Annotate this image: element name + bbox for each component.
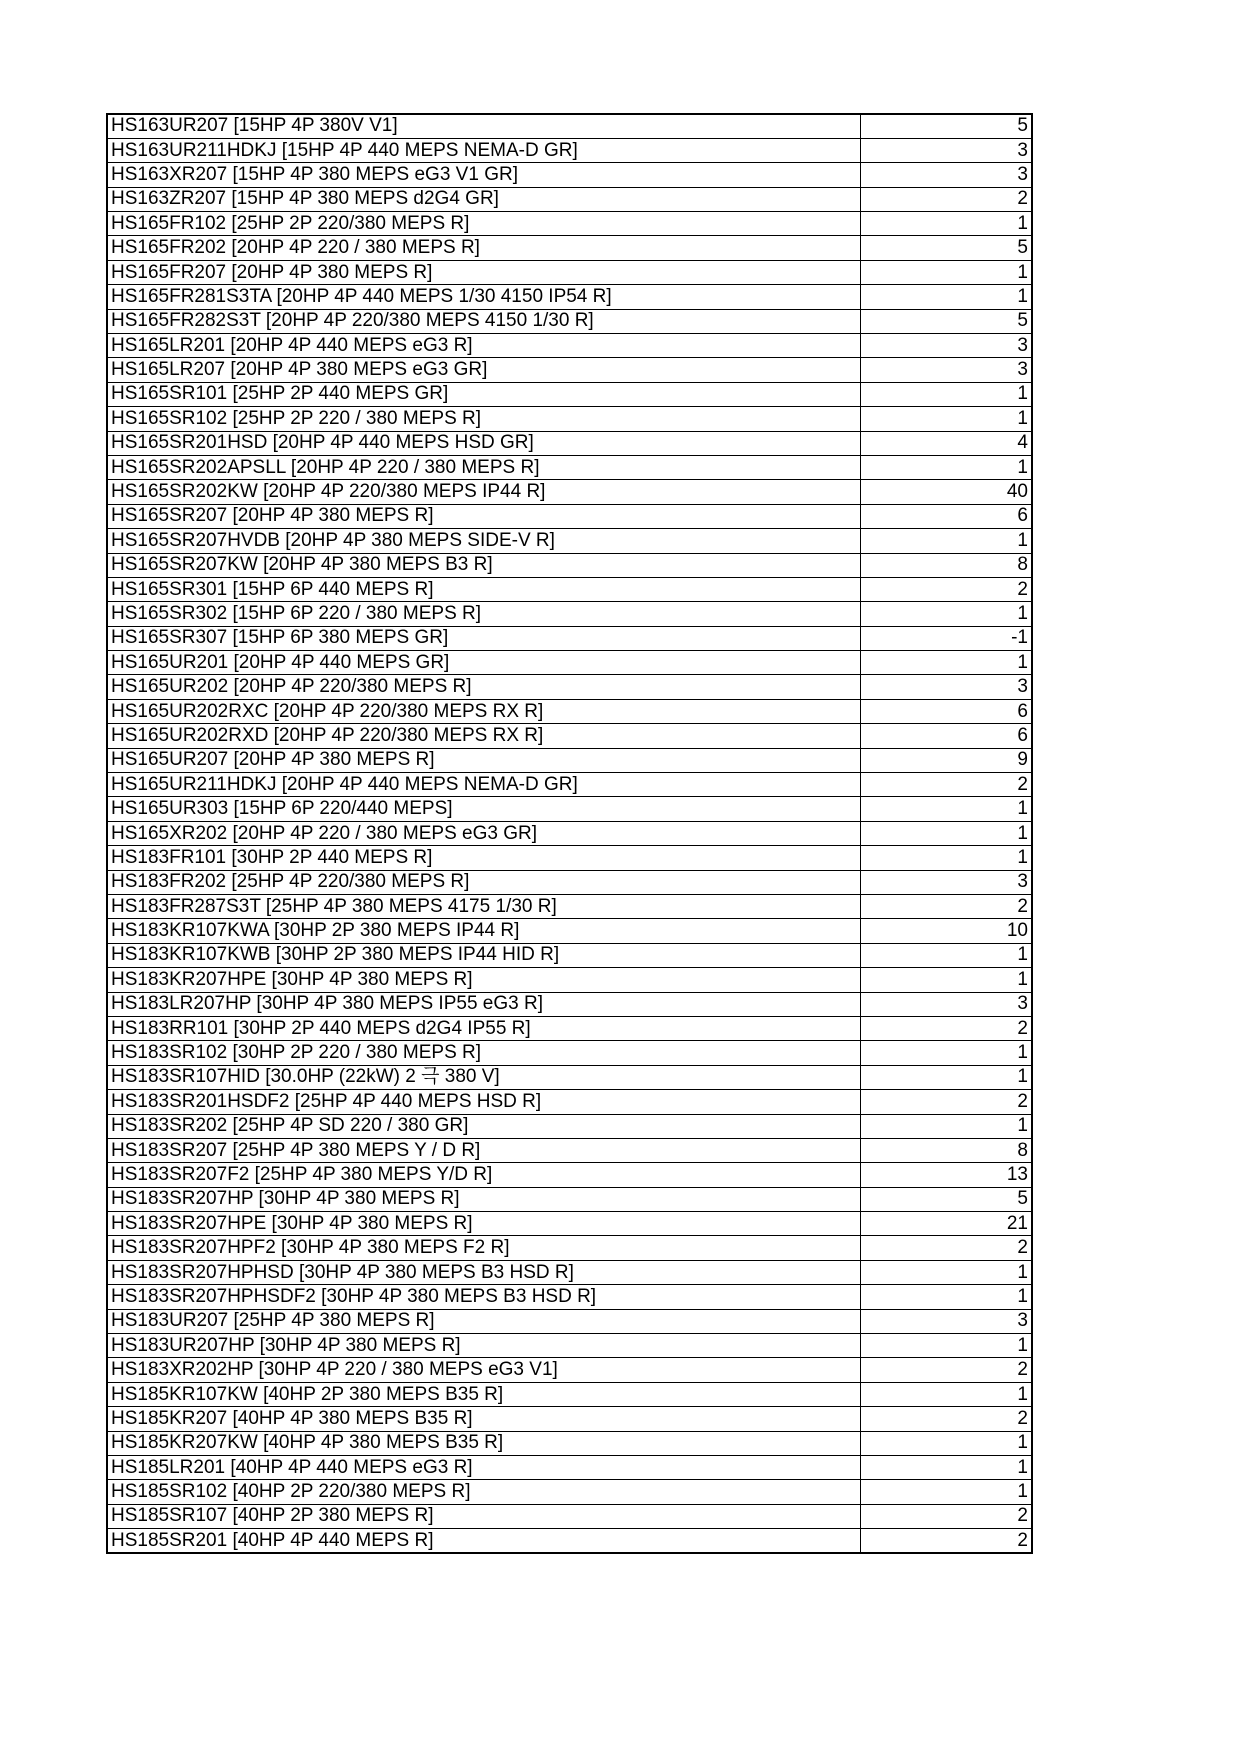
table-row [107,1407,1032,1431]
quantity-cell: 1 [860,1041,1032,1065]
quantity-cell: -1 [860,626,1032,650]
item-description-cell: HS185KR207 [40HP 4P 380 MEPS B35 R] [107,1407,860,1431]
table-row [107,1309,1032,1333]
table-row [107,163,1032,187]
quantity-cell: 3 [860,870,1032,894]
quantity-cell: 1 [860,1285,1032,1309]
table-row [107,1260,1032,1284]
item-description-cell: HS165UR303 [15HP 6P 220/440 MEPS] [107,797,860,821]
item-description-cell: HS163UR211HDKJ [15HP 4P 440 MEPS NEMA-D GR] [107,138,860,162]
quantity-cell: 2 [860,1529,1032,1553]
quantity-cell: 5 [860,236,1032,260]
table-row [107,1334,1032,1358]
quantity-cell: 1 [860,602,1032,626]
table-row [107,1212,1032,1236]
table-row [107,1138,1032,1162]
table-row [107,699,1032,723]
item-description-cell: HS183SR201HSDF2 [25HP 4P 440 MEPS HSD R] [107,1090,860,1114]
item-description-cell: HS183SR207HPHSD [30HP 4P 380 MEPS B3 HSD R] [107,1260,860,1284]
quantity-cell: 6 [860,504,1032,528]
table-row [107,382,1032,406]
quantity-cell: 2 [860,1236,1032,1260]
quantity-cell: 3 [860,163,1032,187]
table-row [107,407,1032,431]
item-description-cell: HS165SR202KW [20HP 4P 220/380 MEPS IP44 R] [107,480,860,504]
quantity-cell: 3 [860,1309,1032,1333]
quantity-cell: 1 [860,285,1032,309]
item-description-cell: HS165UR202 [20HP 4P 220/380 MEPS R] [107,675,860,699]
table-row [107,651,1032,675]
table-row [107,602,1032,626]
item-description-cell: HS183KR207HPE [30HP 4P 380 MEPS R] [107,968,860,992]
item-description-cell: HS165XR202 [20HP 4P 220 / 380 MEPS eG3 GR] [107,821,860,845]
quantity-cell: 1 [860,529,1032,553]
inventory-table-body [107,114,1032,1553]
quantity-cell: 2 [860,187,1032,211]
quantity-cell: 1 [860,651,1032,675]
table-row [107,1285,1032,1309]
table-row [107,1065,1032,1089]
table-row [107,285,1032,309]
item-description-cell: HS165FR281S3TA [20HP 4P 440 MEPS 1/30 4150 IP54 R] [107,285,860,309]
table-row [107,358,1032,382]
quantity-cell: 1 [860,1455,1032,1479]
quantity-cell: 6 [860,724,1032,748]
item-description-cell: HS165FR207 [20HP 4P 380 MEPS R] [107,260,860,284]
item-description-cell: HS165UR202RXD [20HP 4P 220/380 MEPS RX R] [107,724,860,748]
table-row [107,138,1032,162]
table-row [107,480,1032,504]
item-description-cell: HS183SR207HPF2 [30HP 4P 380 MEPS F2 R] [107,1236,860,1260]
table-row [107,455,1032,479]
item-description-cell: HS183SR102 [30HP 2P 220 / 380 MEPS R] [107,1041,860,1065]
item-description-cell: HS185LR201 [40HP 4P 440 MEPS eG3 R] [107,1455,860,1479]
table-row [107,1480,1032,1504]
item-description-cell: HS165SR101 [25HP 2P 440 MEPS GR] [107,382,860,406]
quantity-cell: 2 [860,1504,1032,1528]
item-description-cell: HS165LR207 [20HP 4P 380 MEPS eG3 GR] [107,358,860,382]
table-row [107,114,1032,138]
table-row [107,1529,1032,1553]
item-description-cell: HS165SR202APSLL [20HP 4P 220 / 380 MEPS R] [107,455,860,479]
quantity-cell: 1 [860,1480,1032,1504]
table-row [107,626,1032,650]
table-row [107,797,1032,821]
table-row [107,309,1032,333]
item-description-cell: HS183KR107KWA [30HP 2P 380 MEPS IP44 R] [107,919,860,943]
table-row [107,577,1032,601]
quantity-cell: 10 [860,919,1032,943]
item-description-cell: HS185KR207KW [40HP 4P 380 MEPS B35 R] [107,1431,860,1455]
table-row [107,870,1032,894]
quantity-cell: 3 [860,675,1032,699]
item-description-cell: HS183FR287S3T [25HP 4P 380 MEPS 4175 1/30 R] [107,895,860,919]
table-row [107,773,1032,797]
table-row [107,529,1032,553]
quantity-cell: 2 [860,773,1032,797]
quantity-cell: 3 [860,358,1032,382]
item-description-cell: HS183FR101 [30HP 2P 440 MEPS R] [107,846,860,870]
item-description-cell: HS165SR102 [25HP 2P 220 / 380 MEPS R] [107,407,860,431]
quantity-cell: 8 [860,553,1032,577]
table-row [107,553,1032,577]
quantity-cell: 2 [860,895,1032,919]
table-row [107,187,1032,211]
quantity-cell: 3 [860,334,1032,358]
item-description-cell: HS163UR207 [15HP 4P 380V V1] [107,114,860,138]
item-description-cell: HS185SR107 [40HP 2P 380 MEPS R] [107,1504,860,1528]
item-description-cell: HS183RR101 [30HP 2P 440 MEPS d2G4 IP55 R] [107,1016,860,1040]
quantity-cell: 1 [860,846,1032,870]
quantity-cell: 2 [860,1090,1032,1114]
quantity-cell: 3 [860,992,1032,1016]
table-row [107,1016,1032,1040]
quantity-cell: 1 [860,1114,1032,1138]
inventory-table [106,113,1033,1554]
item-description-cell: HS183UR207HP [30HP 4P 380 MEPS R] [107,1334,860,1358]
item-description-cell: HS165UR202RXC [20HP 4P 220/380 MEPS RX R] [107,699,860,723]
quantity-cell: 8 [860,1138,1032,1162]
quantity-cell: 13 [860,1163,1032,1187]
quantity-cell: 1 [860,382,1032,406]
table-row [107,1358,1032,1382]
quantity-cell: 4 [860,431,1032,455]
quantity-cell: 6 [860,699,1032,723]
quantity-cell: 21 [860,1212,1032,1236]
table-row [107,236,1032,260]
quantity-cell: 1 [860,1334,1032,1358]
quantity-cell: 9 [860,748,1032,772]
table-row [107,724,1032,748]
item-description-cell: HS183SR207 [25HP 4P 380 MEPS Y / D R] [107,1138,860,1162]
item-description-cell: HS165LR201 [20HP 4P 440 MEPS eG3 R] [107,334,860,358]
quantity-cell: 1 [860,1065,1032,1089]
table-row [107,846,1032,870]
table-row [107,1382,1032,1406]
table-row [107,1236,1032,1260]
table-row [107,1431,1032,1455]
item-description-cell: HS183KR107KWB [30HP 2P 380 MEPS IP44 HID R] [107,943,860,967]
item-description-cell: HS185SR102 [40HP 2P 220/380 MEPS R] [107,1480,860,1504]
table-row [107,919,1032,943]
quantity-cell: 3 [860,138,1032,162]
quantity-cell: 1 [860,1260,1032,1284]
table-row [107,675,1032,699]
item-description-cell: HS183XR202HP [30HP 4P 220 / 380 MEPS eG3 V1] [107,1358,860,1382]
quantity-cell: 5 [860,1187,1032,1211]
quantity-cell: 1 [860,455,1032,479]
item-description-cell: HS183UR207 [25HP 4P 380 MEPS R] [107,1309,860,1333]
table-row [107,260,1032,284]
item-description-cell: HS163XR207 [15HP 4P 380 MEPS eG3 V1 GR] [107,163,860,187]
item-description-cell: HS165UR201 [20HP 4P 440 MEPS GR] [107,651,860,675]
quantity-cell: 2 [860,1358,1032,1382]
quantity-cell: 2 [860,1016,1032,1040]
item-description-cell: HS165SR201HSD [20HP 4P 440 MEPS HSD GR] [107,431,860,455]
item-description-cell: HS165SR207KW [20HP 4P 380 MEPS B3 R] [107,553,860,577]
table-row [107,431,1032,455]
item-description-cell: HS165FR102 [25HP 2P 220/380 MEPS R] [107,212,860,236]
table-row [107,968,1032,992]
item-description-cell: HS165FR282S3T [20HP 4P 220/380 MEPS 4150 1/30 R] [107,309,860,333]
item-description-cell: HS185SR201 [40HP 4P 440 MEPS R] [107,1529,860,1553]
table-row [107,895,1032,919]
quantity-cell: 5 [860,114,1032,138]
table-row [107,748,1032,772]
item-description-cell: HS183SR107HID [30.0HP (22kW) 2 극 380 V] [107,1065,860,1089]
table-row [107,1187,1032,1211]
quantity-cell: 1 [860,260,1032,284]
quantity-cell: 1 [860,1382,1032,1406]
item-description-cell: HS183SR202 [25HP 4P SD 220 / 380 GR] [107,1114,860,1138]
table-row [107,334,1032,358]
item-description-cell: HS165UR207 [20HP 4P 380 MEPS R] [107,748,860,772]
item-description-cell: HS183LR207HP [30HP 4P 380 MEPS IP55 eG3 R] [107,992,860,1016]
item-description-cell: HS165SR307 [15HP 6P 380 MEPS GR] [107,626,860,650]
table-row [107,1041,1032,1065]
quantity-cell: 2 [860,577,1032,601]
item-description-cell: HS165SR207 [20HP 4P 380 MEPS R] [107,504,860,528]
quantity-cell: 2 [860,1407,1032,1431]
quantity-cell: 1 [860,821,1032,845]
item-description-cell: HS163ZR207 [15HP 4P 380 MEPS d2G4 GR] [107,187,860,211]
table-row [107,1455,1032,1479]
item-description-cell: HS183FR202 [25HP 4P 220/380 MEPS R] [107,870,860,894]
item-description-cell: HS183SR207HPE [30HP 4P 380 MEPS R] [107,1212,860,1236]
table-row [107,1090,1032,1114]
quantity-cell: 40 [860,480,1032,504]
table-row [107,992,1032,1016]
table-row [107,1114,1032,1138]
table-row [107,821,1032,845]
item-description-cell: HS183SR207F2 [25HP 4P 380 MEPS Y/D R] [107,1163,860,1187]
quantity-cell: 1 [860,968,1032,992]
item-description-cell: HS165SR301 [15HP 6P 440 MEPS R] [107,577,860,601]
quantity-cell: 1 [860,1431,1032,1455]
item-description-cell: HS165SR207HVDB [20HP 4P 380 MEPS SIDE-V R] [107,529,860,553]
quantity-cell: 1 [860,943,1032,967]
table-row [107,1163,1032,1187]
table-row [107,212,1032,236]
item-description-cell: HS183SR207HPHSDF2 [30HP 4P 380 MEPS B3 HSD R] [107,1285,860,1309]
quantity-cell: 5 [860,309,1032,333]
quantity-cell: 1 [860,212,1032,236]
item-description-cell: HS165FR202 [20HP 4P 220 / 380 MEPS R] [107,236,860,260]
quantity-cell: 1 [860,797,1032,821]
item-description-cell: HS185KR107KW [40HP 2P 380 MEPS B35 R] [107,1382,860,1406]
item-description-cell: HS183SR207HP [30HP 4P 380 MEPS R] [107,1187,860,1211]
table-row [107,943,1032,967]
table-row [107,1504,1032,1528]
table-row [107,504,1032,528]
item-description-cell: HS165UR211HDKJ [20HP 4P 440 MEPS NEMA-D GR] [107,773,860,797]
item-description-cell: HS165SR302 [15HP 6P 220 / 380 MEPS R] [107,602,860,626]
quantity-cell: 1 [860,407,1032,431]
